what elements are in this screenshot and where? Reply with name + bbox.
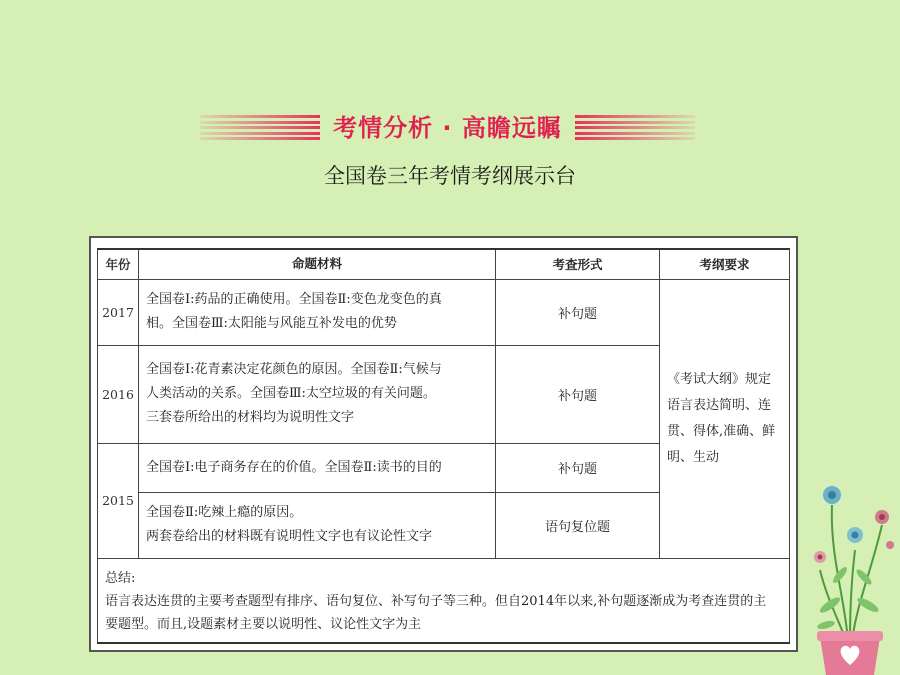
material-line: 相。全国卷Ⅲ:太阳能与风能互补发电的优势 [146,316,397,331]
form-cell: 补句题 [496,443,660,492]
summary-cell [98,558,790,643]
header-form: 考查形式 [496,249,660,279]
material-line: 全国卷Ⅰ:药品的正确使用。全国卷Ⅱ:变色龙变色的真 [146,292,442,307]
material-cell [139,492,496,558]
form-cell: 补句题 [496,345,660,443]
page-subtitle: 全国卷三年考情考纲展示台 [324,164,576,188]
banner-title: 考情分析 · 高瞻远瞩 [333,114,562,142]
header-year: 年份 [98,249,139,279]
header-material: 命题材料 [139,249,496,279]
requirement-cell [660,279,790,558]
material-cell [139,443,496,492]
summary-row [98,558,790,643]
banner-stripes-right [575,115,695,141]
year-cell: 2016 [98,345,139,443]
summary-line: 要题型。而且,设题素材主要以说明性、议论性文字为主 [105,616,422,632]
material-line: 三套卷所给出的材料均为说明性文字 [146,410,355,425]
exam-table-panel [89,236,798,652]
requirement-line: 明、生动 [667,449,720,465]
header-requirement: 考纲要求 [660,249,790,279]
flower-pot-icon [800,465,900,675]
material-line: 全国卷Ⅱ:吃辣上瘾的原因。 [146,505,303,520]
year-cell: 2015 [98,443,139,558]
material-line: 两套卷给出的材料既有说明性文字也有议论性文字 [146,529,433,544]
summary-label: 总结: [105,570,136,586]
material-cell [139,345,496,443]
table-header-row [98,249,790,279]
summary-line: 语言表达连贯的主要考查题型有排序、语句复位、补写句子等三种。但自2014年以来,补句题逐渐成为考查连贯的主 [105,593,767,609]
material-cell [139,279,496,345]
material-line: 人类活动的关系。全国卷Ⅲ:太空垃圾的有关问题。 [146,386,436,401]
requirement-line: 《考试大纲》规定 [667,371,772,387]
exam-table [97,248,790,644]
year-cell: 2017 [98,279,139,345]
table-row [98,279,790,345]
requirement-line: 语言表达简明、连 [667,397,772,413]
requirement-line: 贯、得体,准确、鲜 [667,423,776,439]
material-line: 全国卷Ⅰ:花青素决定花颜色的原因。全国卷Ⅱ:气候与 [146,362,442,377]
material-line: 全国卷Ⅰ:电子商务存在的价值。全国卷Ⅱ:读书的目的 [146,459,442,475]
banner-stripes-left [200,115,320,141]
section-banner [200,110,695,146]
form-cell: 补句题 [496,279,660,345]
form-cell: 语句复位题 [496,492,660,558]
